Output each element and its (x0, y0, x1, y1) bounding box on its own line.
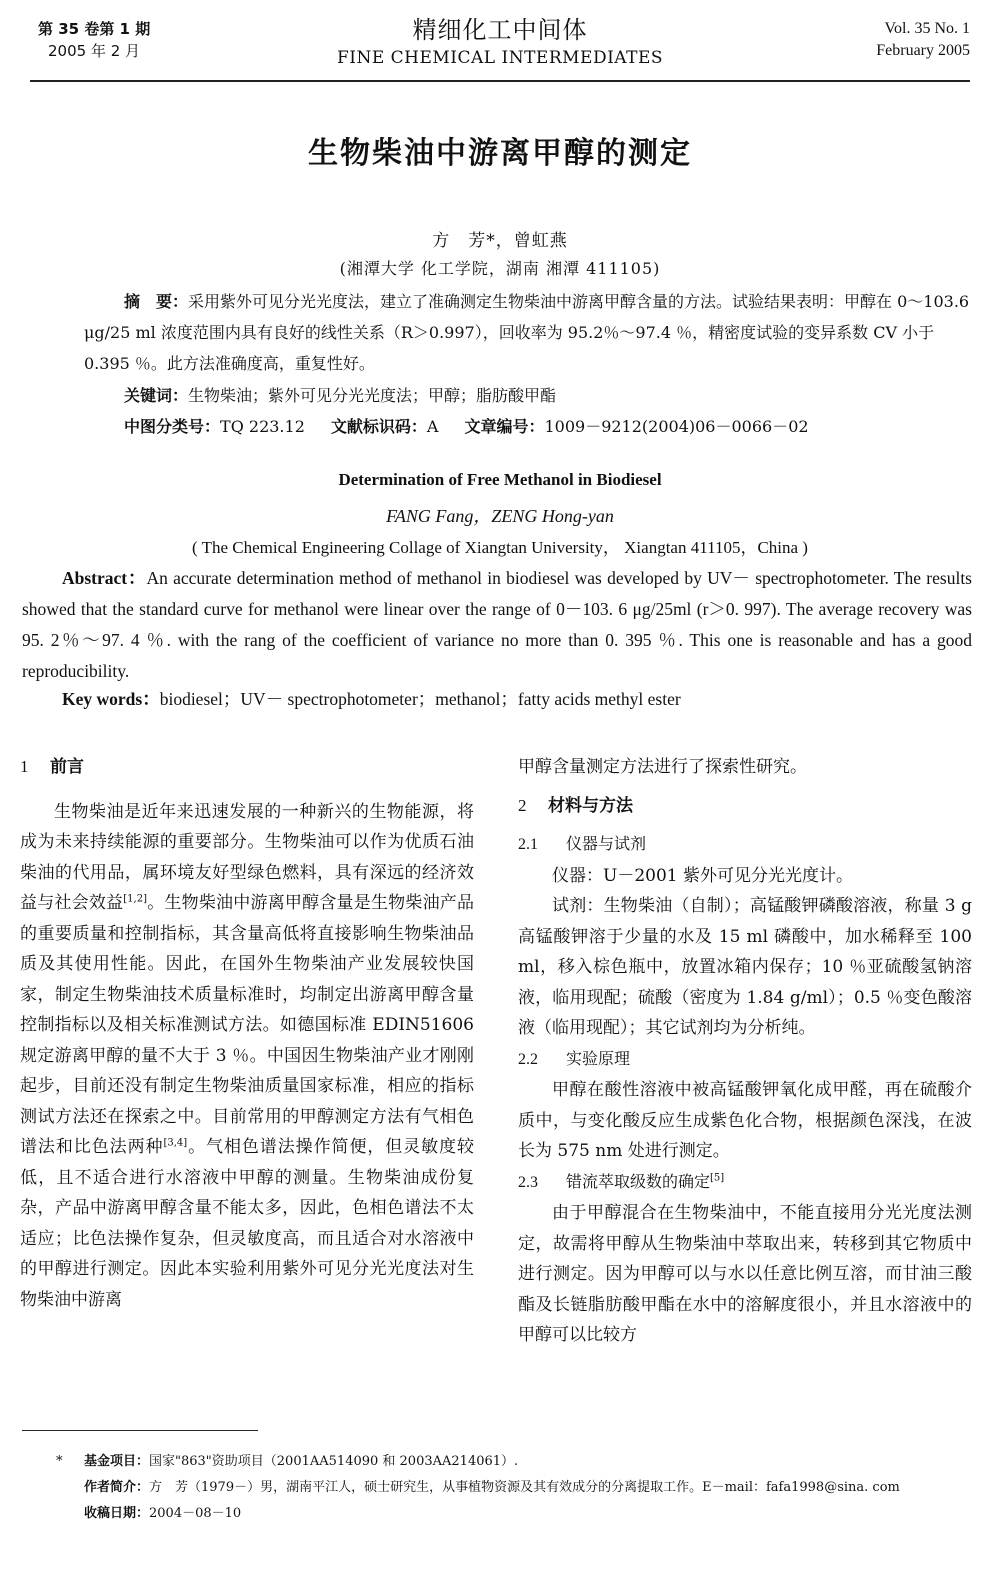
intro-continuation: 甲醇含量测定方法进行了探索性研究。 (518, 757, 807, 777)
abstract-en-text: An accurate determination method of methanol in biodiesel was developed by UV－ spectrophotometer. The results showed that the standard curve for methanol were linear over the range of 0－103. 6 μg/25ml (r＞0. 997). The average recovery was 95. 2％～97. 4 ％. with the rang of the coefficient of variance no more than 0. 395 ％. This one is reasonable and has a good reproducibility. (22, 568, 972, 681)
abstract-cn-label: 摘 要： (124, 292, 189, 311)
doc-code-value: A (426, 417, 439, 436)
article-no-label: 文章编号： (464, 417, 545, 436)
date-en: February 2005 (876, 42, 970, 59)
subsection-title: 实验原理 (566, 1048, 631, 1068)
keywords-en (62, 686, 972, 711)
footnote-date (84, 1504, 1000, 1524)
reagents-paragraph: 试剂：生物柴油（自制）；高锰酸钾磷酸溶液，称量 3 g 高锰酸钾溶于少量的水及 15 ml 磷酸中，加水稀释至 100 ml，移入棕色瓶中，放置冰箱内保存；10 ％亚硫酸氢钠溶液，临用现配；硫酸（密度为 1.84 g/ml）；0.5 ％变色酸溶液（临用现配）；其它试剂均为分析纯。 (518, 896, 972, 1038)
keywords-en-text: biodiesel；UV－ spectrophotometer；methanol；fatty acids methyl ester (159, 689, 681, 709)
clc-value: TQ 223.12 (220, 417, 305, 436)
footnote-rule (22, 1430, 258, 1431)
received-label: 收稿日期： (84, 1506, 150, 1521)
paper-title: 生物柴油中游离甲醇的测定 (308, 136, 692, 171)
intro-text-b: 。生物柴油中游离甲醇含量是生物柴油产品的重要质量和控制指标，其含量高低将直接影响生物柴油品质及其使用性能。因此，在国外生物柴油产业发展较快国家，制定生物柴油技术质量标准时，均制定出游离甲醇含量控制指标以及相关标准测试方法。如德国标准 EDIN51606 规定游离甲醇的量不大于 3 ％。中国因生物柴油产业才刚刚起步，目前还没有制定生物柴油质量国家标准，相应的指标测试方法还在探索之中。目前常用的甲醇测定方法有气相色谱法和比色法两种 (20, 893, 475, 1157)
subsection-number: 2.1 (518, 836, 538, 853)
section-title: 前言 (50, 757, 84, 777)
issue-info-en (876, 18, 970, 62)
subsection-number: 2.3 (518, 1173, 538, 1191)
subsection-heading-2-3 (518, 1167, 972, 1199)
citation: [1,2] (123, 893, 147, 905)
intro-paragraph (20, 797, 474, 1316)
subsection-title: 错流萃取级数的确定 (566, 1171, 711, 1191)
footnote-fund (56, 1452, 976, 1472)
received-date: 2004－08－10 (149, 1506, 242, 1521)
keywords-cn (84, 380, 1000, 411)
instrument-paragraph: 仪器：U－2001 紫外可见分光光度计。 (552, 865, 853, 886)
abstract-en-label: Abstract： (62, 568, 147, 588)
keywords-cn-label: 关键词： (124, 386, 189, 405)
paper-title-en: Determination of Free Methanol in Biodiesel (338, 470, 662, 489)
classification-line (84, 411, 1000, 442)
authors-cn: 方 芳*，曾虹燕 (432, 231, 568, 251)
extraction-paragraph: 由于甲醇混合在生物柴油中，不能直接用分光光度法测定，故需将甲醇从生物柴油中萃取出来，转移到其它物质中进行测定。因为甲醇可以与水以任意比例互溶，而甘油三酸酯及长链脂肪酸甲酯在水中的溶解度很小，并且水溶液中的甲醇可以比较方 (518, 1203, 972, 1345)
header-rule (30, 80, 970, 82)
subsection-number: 2.2 (518, 1050, 538, 1068)
abstract-cn-text: 采用紫外可见分光光度法，建立了准确测定生物柴油中游离甲醇含量的方法。试验结果表明：甲醇在 0～103.6 μg/25 ml 浓度范围内具有良好的线性关系（R＞0.997），回收率为 95.2％～97.4 ％，精密度试验的变异系数 CV 小于 0.395 ％。此方法准确度高，重复性好。 (84, 292, 970, 373)
left-column (20, 752, 474, 1315)
section-heading-2 (518, 791, 972, 822)
footnote-author (84, 1478, 1000, 1498)
right-column (518, 752, 972, 1351)
volume-issue-en: Vol. 35 No. 1 (884, 20, 970, 37)
author-label: 作者简介： (84, 1480, 150, 1495)
citation: [5] (710, 1172, 725, 1184)
affiliation-cn: (湘潭大学 化工学院，湖南 湘潭 411105) (339, 259, 661, 278)
affiliation-en: ( The Chemical Engineering Collage of Xiangtan University， Xiangtan 411105，China ) (192, 538, 808, 557)
subsection-title: 仪器与试剂 (566, 834, 647, 853)
issue-info (38, 18, 150, 62)
section-title: 材料与方法 (548, 795, 633, 816)
principle-paragraph: 甲醇在酸性溶液中被高锰酸钾氧化成甲醛，再在硫酸介质中，与变化酸反应生成紫色化合物，根据颜色深浅，在波长为 575 nm 处进行测定。 (518, 1080, 972, 1161)
abstract-en (22, 563, 972, 687)
footnote-marker: * (56, 1454, 63, 1469)
article-no-value: 1009－9212(2004)06－0066－02 (544, 417, 809, 436)
journal-name-cn: 精细化工中间体 (412, 16, 588, 44)
section-number: 1 (20, 757, 29, 776)
date-cn: 2005 年 2 月 (48, 42, 141, 60)
keywords-cn-text: 生物柴油；紫外可见分光光度法；甲醇；脂肪酸甲酯 (188, 386, 557, 405)
section-heading-1 (20, 752, 474, 783)
volume-issue-cn: 第 35 卷第 1 期 (38, 20, 151, 38)
authors-en: FANG Fang，ZENG Hong-yan (386, 506, 614, 526)
keywords-en-label: Key words： (62, 689, 160, 709)
intro-text-c: 。气相色谱法操作简便，但灵敏度较低，且不适合进行水溶液中甲醇的测量。生物柴油成份复杂，产品中游离甲醇含量不能太多，因此，色相色谱法不太适应；比色法操作复杂，但灵敏度高，而且适合对水溶液中的甲醇进行测定。因此本实验利用紫外可见分光光度法对生物柴油中游离 (20, 1137, 475, 1310)
subsection-heading-2-1 (518, 829, 972, 861)
section-number: 2 (518, 795, 527, 815)
citation: [3,4] (163, 1137, 188, 1149)
intro-text-a: 生物柴油是近年来迅速发展的一种新兴的生物能源，将成为未来持续能源的重要部分。生物柴油可以作为优质石油柴油的代用品，属环境友好型绿色燃料，具有深远的经济效益与社会效益 (20, 801, 474, 913)
abstract-cn (84, 286, 970, 379)
fund-label: 基金项目： (84, 1454, 150, 1469)
doc-code-label: 文献标识码： (330, 417, 427, 436)
clc-label: 中图分类号： (124, 417, 221, 436)
subsection-heading-2-2 (518, 1044, 972, 1076)
author-text: 方 芳（1979－）男，湖南平江人，硕士研究生，从事植物资源及其有效成分的分离提取工作。E－mail：fafa1998@sina. com (149, 1480, 900, 1495)
journal-name-en: FINE CHEMICAL INTERMEDIATES (336, 48, 664, 68)
fund-text: 国家"863"资助项目（2001AA514090 和 2003AA214061）. (149, 1454, 519, 1469)
